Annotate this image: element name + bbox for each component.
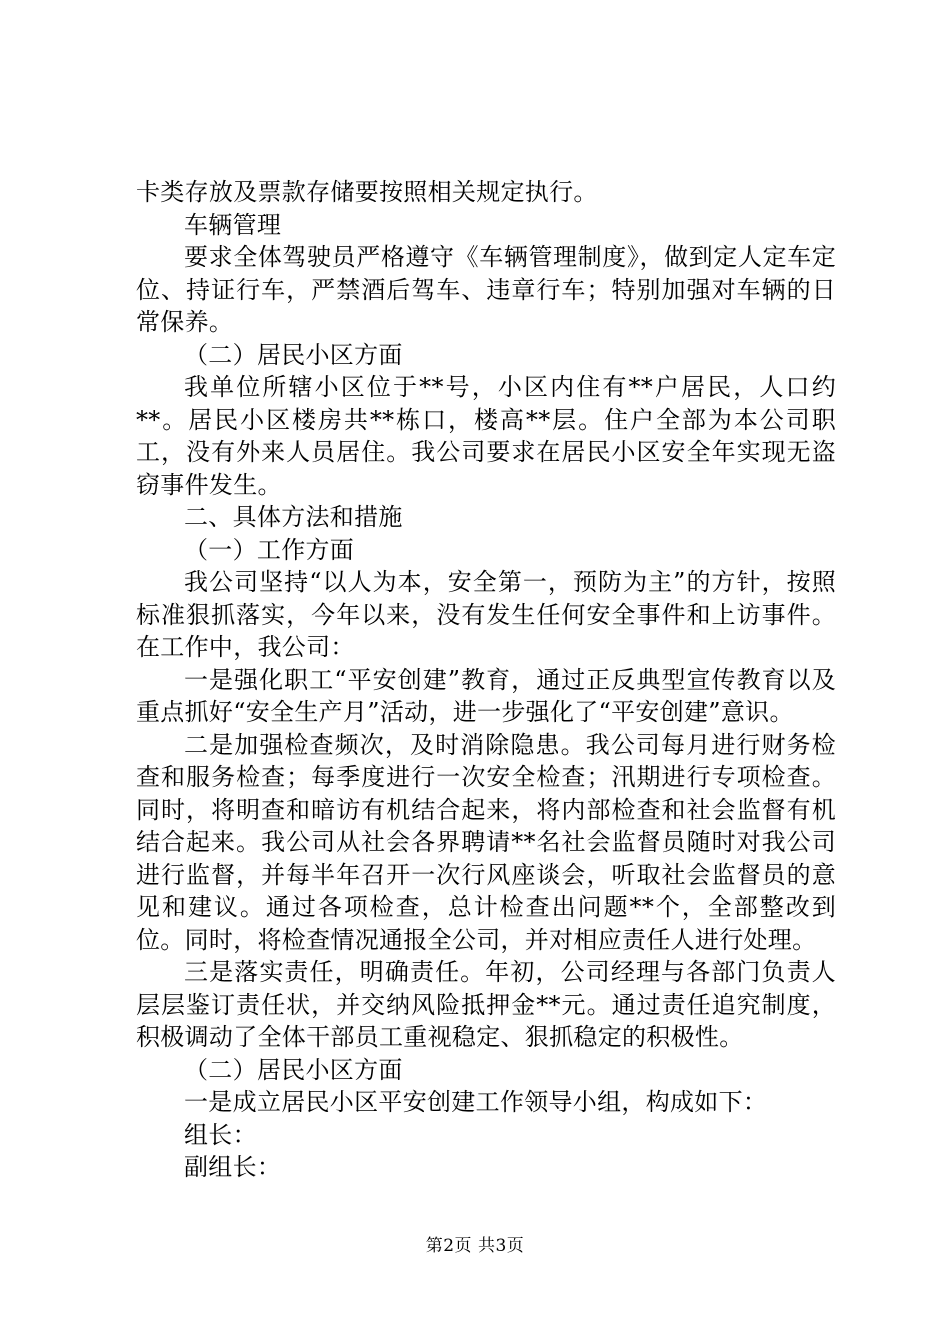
section-heading-vehicle-management: 车辆管理 xyxy=(184,210,282,239)
section-heading-methods-measures: 二、具体方法和措施 xyxy=(184,503,403,531)
paragraph: 卡类存放及票款存储要按照相关规定执行。 xyxy=(136,178,598,206)
section-heading-work: （一）工作方面 xyxy=(184,535,355,564)
section-heading-residential-area: （二）居民小区方面 xyxy=(184,1055,403,1084)
section-heading-residential-area: （二）居民小区方面 xyxy=(184,340,403,369)
paragraph: 一是强化职工“平安创建”教育，通过正反典型宣传教育以及重点抓好“安全生产月”活动，进一步强化了“平安创建”意识。 xyxy=(136,665,836,726)
document-body xyxy=(136,176,836,1184)
group-leader-line: 组长： xyxy=(184,1120,257,1149)
page-number-footer: 第2页 共3页 xyxy=(425,1236,525,1256)
paragraph: 二是加强检查频次，及时消除隐患。我公司每月进行财务检查和服务检查；每季度进行一次安全检查；汛期进行专项检查。同时，将明查和暗访有机结合起来，将内部检查和社会监督有机结合起来。我公司从社会各界聘请**名社会监督员随时对我公司进行监督，并每半年召开一次行风座谈会，听取社会监督员的意见和建议。通过各项检查，总计检查出问题**个，全部整改到位。同时，将检查情况通报全公司，并对相应责任人进行处理。 xyxy=(136,730,836,954)
paragraph: 三是落实责任，明确责任。年初，公司经理与各部门负责人层层鉴订责任状，并交纳风险抵押金**元。通过责任追究制度，积极调动了全体干部员工重视稳定、狠抓稳定的积极性。 xyxy=(136,958,836,1051)
paragraph: 一是成立居民小区平安创建工作领导小组，构成如下： xyxy=(184,1088,768,1116)
paragraph: 我单位所辖小区位于**号，小区内住有**户居民，人口约**。居民小区楼房共**栋口，楼高**层。住户全部为本公司职工，没有外来人员居住。我公司要求在居民小区安全年实现无盗窃事件发生。 xyxy=(136,373,836,499)
deputy-group-leader-line: 副组长： xyxy=(184,1153,282,1181)
paragraph: 要求全体驾驶员严格遵守《车辆管理制度》，做到定人定车定位、持证行车，严禁酒后驾车、违章行车；特别加强对车辆的日常保养。 xyxy=(136,243,836,336)
paragraph: 我公司坚持“以人为本，安全第一，预防为主”的方针，按照标准狠抓落实，今年以来，没有发生任何安全事件和上访事件。在工作中，我公司： xyxy=(136,568,836,661)
